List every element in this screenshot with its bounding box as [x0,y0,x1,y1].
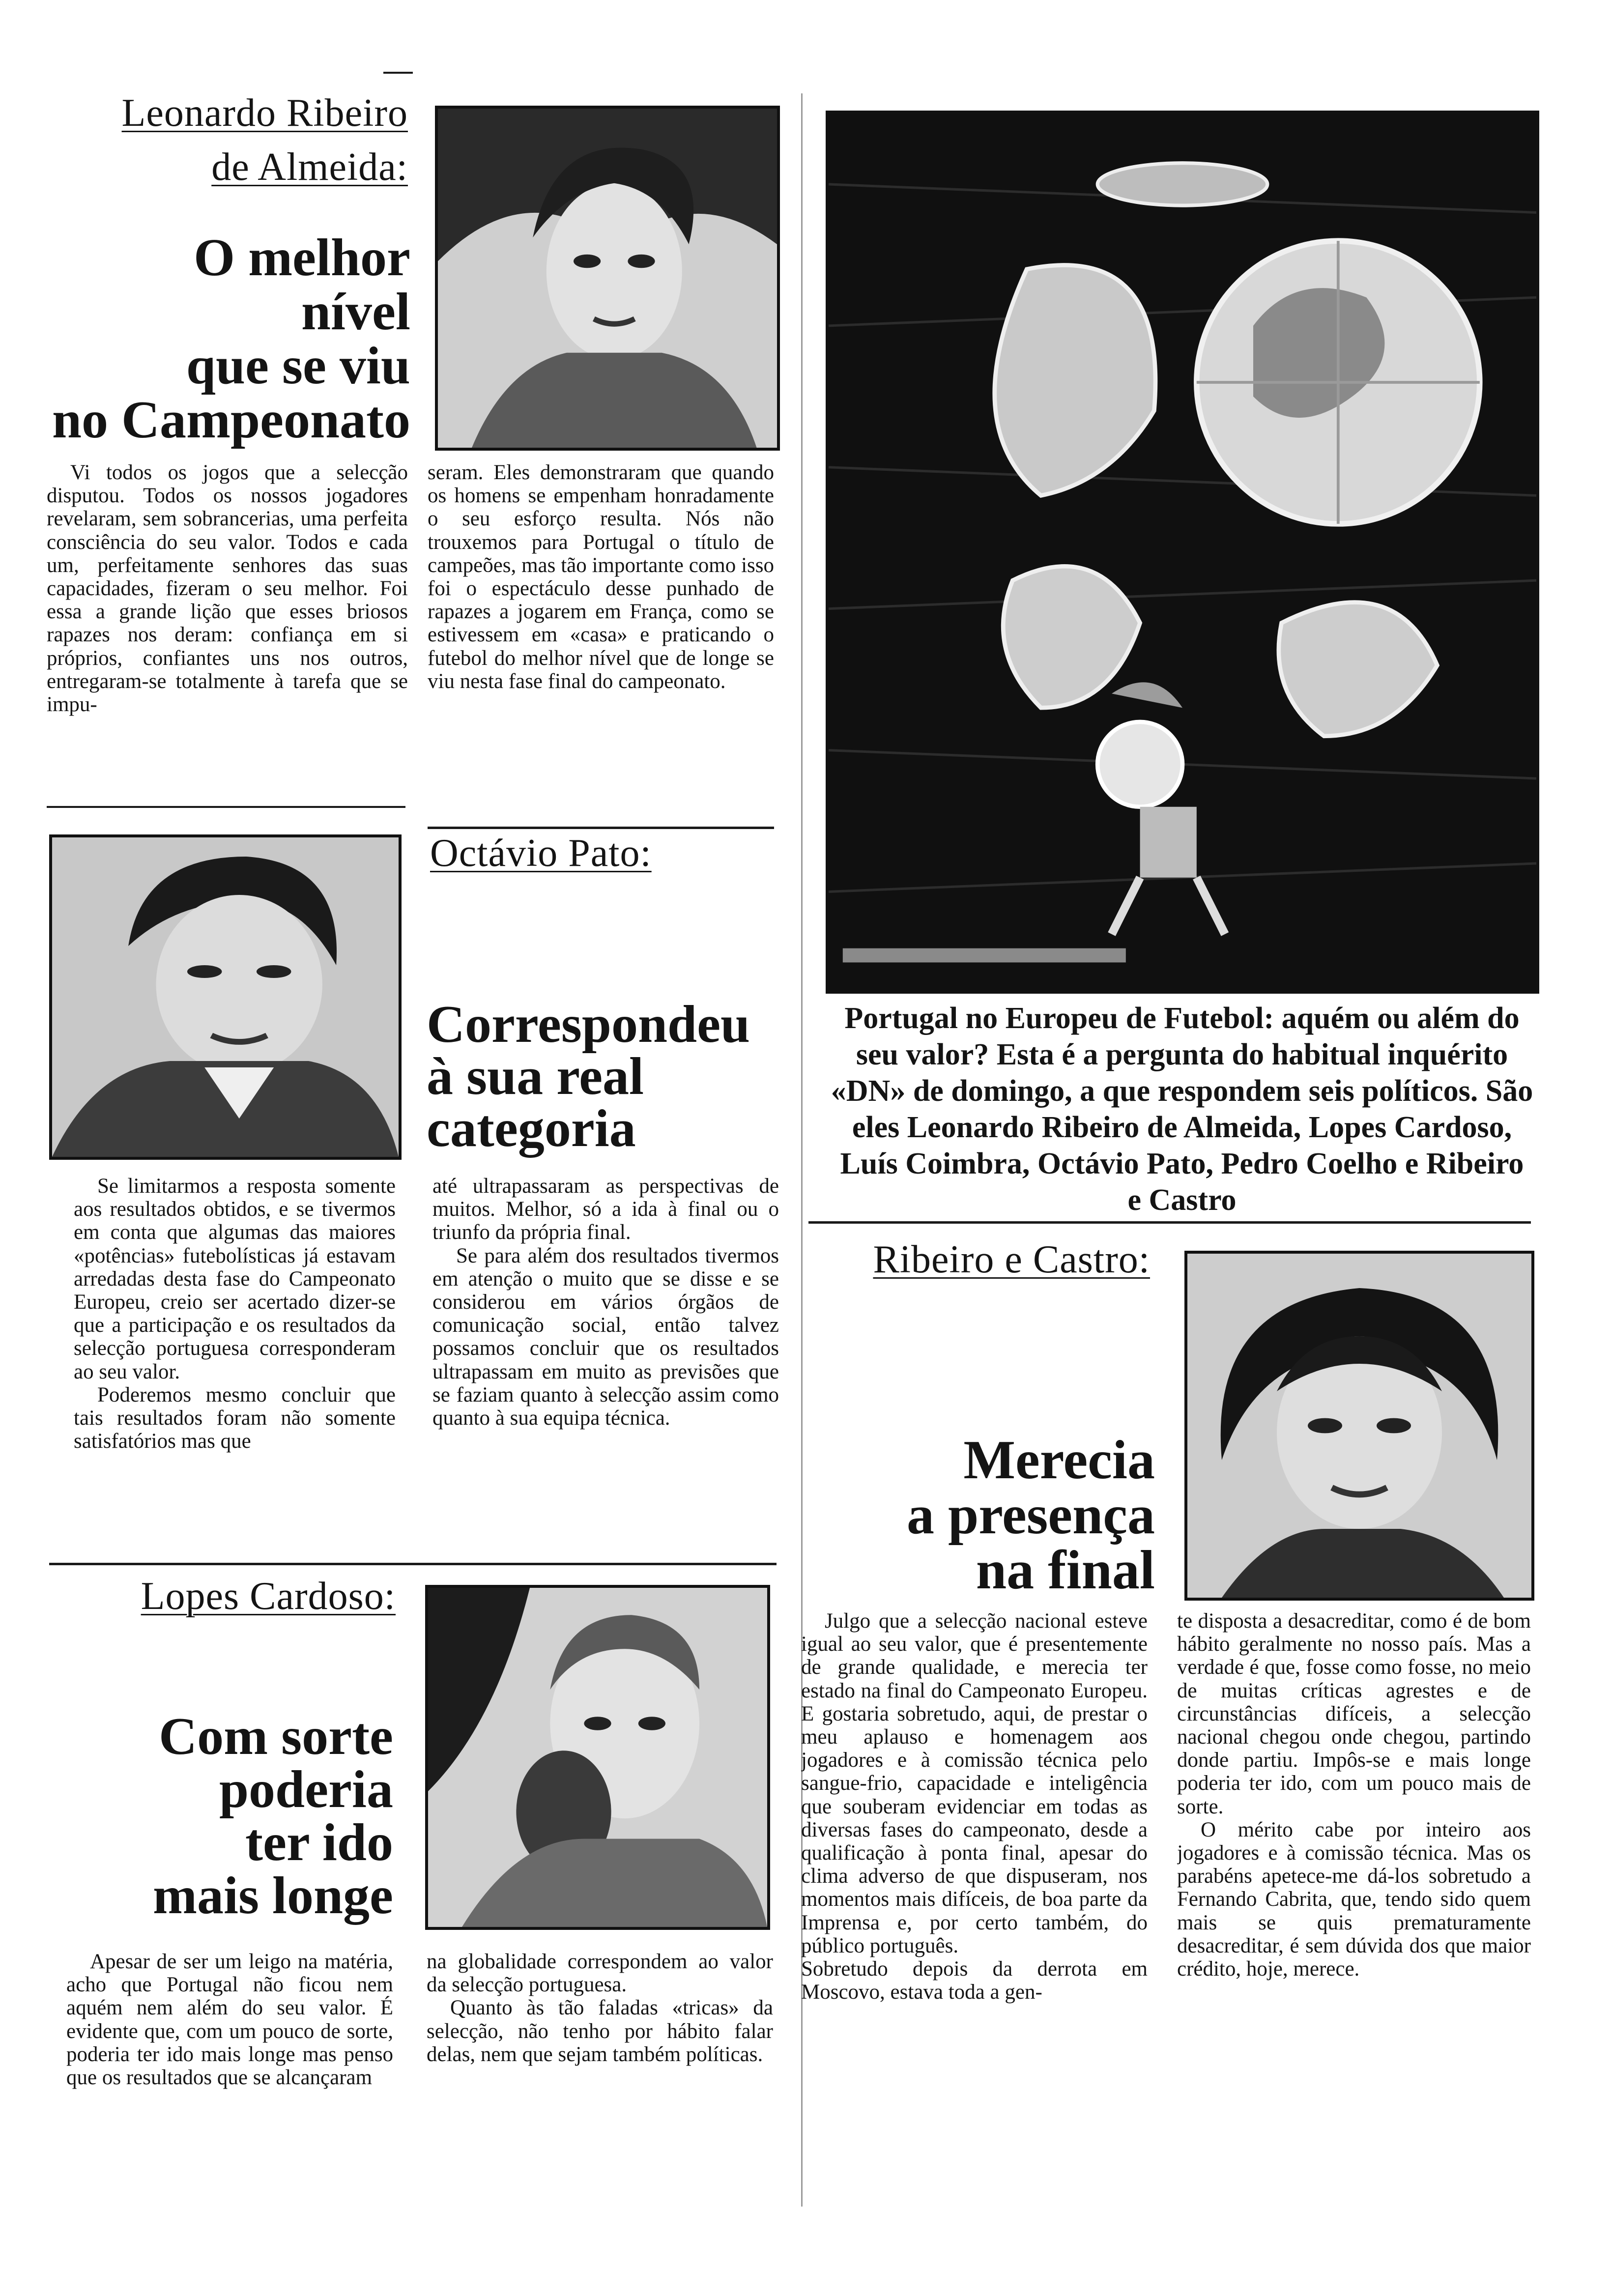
paragraph: Se limitarmos a resposta somente aos resultados obtidos, e se tivermos em conta que algumas das maiores «potências» futebolísticas já estavam arredadas desta fase do Campeonato Europeu, creio ser acertado dizer-se que a participação e os resultados da selecção portuguesa corresponderam ao seu valor. [74,1175,396,1383]
article-text-pato-col1 [74,1175,396,1548]
paragraph: Sobretudo depois da derrota em Moscovo, estava toda a gen- [801,1957,1148,2004]
headline-line: à sua real [427,1047,644,1106]
headline-line: Com sorte [159,1707,393,1766]
article-text-ribeiro-castro-col1 [801,1609,1148,2155]
article-byline-leonardo-line2: de Almeida: [211,145,408,189]
divider [49,1563,777,1565]
headline-leonardo [44,231,410,447]
headline-ribeiro-castro [835,1430,1155,1601]
article-text-ribeiro-castro-col2 [1177,1609,1531,2155]
paragraph: Poderemos mesmo concluir que tais resultados foram não somente satisfatórios mas que [74,1383,396,1453]
article-byline-leonardo-line1: Leonardo Ribeiro [121,91,408,135]
headline-pato [427,995,780,1158]
paragraph: Apesar de ser um leigo na matéria, acho que Portugal não ficou nem aquém nem além do seu valor. É evidente que, com um pouco de sorte, poderia ter ido mais longe mas penso que os resultados que se alcançaram [66,1950,393,2090]
cartoon-football-globe [826,111,1539,994]
portrait-photo-leonardo [435,106,780,451]
portrait-photo-lopes [425,1585,770,1930]
paragraph: Se para além dos resultados tivermos em atenção o muito que se disse e se considerou em vários órgãos de comunicação social, então talvez possamos concluir que os resultados ultrapassam em muito as previsões que se faziam quanto à selecção assim como quanto à sua equipa técnica. [432,1244,779,1430]
headline-line: a presença [907,1485,1155,1546]
article-text-pato-col2 [432,1175,779,1548]
article-text-leonardo-col2 [428,461,774,805]
paragraph: O mérito cabe por inteiro aos jogadores e à comissão técnica. Mas os parabéns apetece-me dá-los sobretudo a Fernando Cabrita, que, tendo sido quem mais se quis prematuramente desacreditar, é sem dúvida dos que maior crédito, hoje, merece. [1177,1818,1531,1981]
portrait-photo-pato [49,834,402,1160]
divider [808,1221,1531,1224]
article-text-leonardo-col1 [47,461,408,805]
headline-line: O melhor [194,229,410,287]
headline-line: categoria [427,1099,636,1158]
headline-line: poderia [219,1760,393,1819]
paragraph: na globalidade correspondem ao valor da selecção portuguesa. [427,1950,773,1997]
article-byline-lopes: Lopes Cardoso: [141,1575,396,1618]
headline-line: ter ido [245,1813,393,1872]
headline-line: Correspondeu [427,995,750,1054]
paragraph: Julgo que a selecção nacional esteve igual ao seu valor, que é presentemente de grande qualidade, e merecia ter estado na final do Campeonato Europeu. E gostaria sobretudo, aqui, de prestar o meu aplauso e homenagem aos jogadores e à comissão técnica pelo sangue-frio, capacidade e inteligência que souberam evidenciar em todas as diversas fases do campeonato, desde a qualificação à ponta final, apesar do clima adverso de que dispuseram, nos momentos mais difíceis, de boa parte da Imprensa e, por certo também, do público português. [801,1609,1148,1957]
intro-caption: Portugal no Europeu de Futebol: aquém ou além do seu valor? Esta é a pergunta do habitual inquérito «DN» de domingo, a que respondem seis políticos. São eles Leonardo Ribeiro de Almeida, Lopes Cardoso, Luís Coimbra, Octávio Pato, Pedro Coelho e Ribeiro e Castro [831,1002,1533,1217]
top-mark [383,72,413,74]
divider [428,827,774,829]
article-text-lopes-col1 [66,1950,393,2147]
headline-line: na final [976,1540,1155,1601]
paragraph: seram. Eles demonstraram que quando os homens se empenham honradamente o seu esforço resulta. Nós não trouxemos para Portugal o título de campeões, mas tão importante como isso foi o espectáculo desse punhado de rapazes a jogarem em França, como se estivessem em «casa» e praticando o futebol do melhor nível que de longe se viu nesta fase final do campeonato. [428,461,774,693]
article-text-lopes-col2 [427,1950,773,2147]
headline-line: no Campeonato [52,391,410,449]
divider [47,806,405,808]
article-byline-pato: Octávio Pato: [430,832,652,875]
headline-line: mais longe [152,1866,393,1925]
headline-line: nível [301,283,410,341]
paragraph: até ultrapassaram as perspectivas de muitos. Melhor, só a ida à final ou o triunfo da própria final. [432,1175,779,1244]
paragraph: Vi todos os jogos que a selecção disputou. Todos os nossos jogadores revelaram, sem sobrancerias, uma perfeita consciência do seu valor. Todos e cada um, perfeitamente senhores das suas capacidades, fizeram o seu melhor. Foi essa a grande lição que esses briosos rapazes nos deram: confiança em si próprios, confiantes uns nos outros, entregaram-se totalmente à tarefa que se impu- [47,461,408,717]
headline-line: que se viu [186,337,410,395]
portrait-photo-ribeiro-castro [1184,1251,1534,1601]
paragraph: Quanto às tão faladas «tricas» da selecção, não tenho por hábito falar delas, nem que sejam também políticas. [427,1996,773,2066]
headline-lopes [59,1707,393,1925]
headline-line: Merecia [963,1430,1155,1491]
paragraph: te disposta a desacreditar, como é de bom hábito geralmente no nosso país. Mas a verdade é que, fosse como fosse, no meio de muitas críticas agrestes e de circunstâncias difíceis, a selecção nacional chegou onde chegou, partindo donde partiu. Impôs-se e mais longe poderia ter ido, com um pouco mais de sorte. [1177,1609,1531,1818]
article-byline-ribeiro-castro: Ribeiro e Castro: [873,1238,1150,1281]
